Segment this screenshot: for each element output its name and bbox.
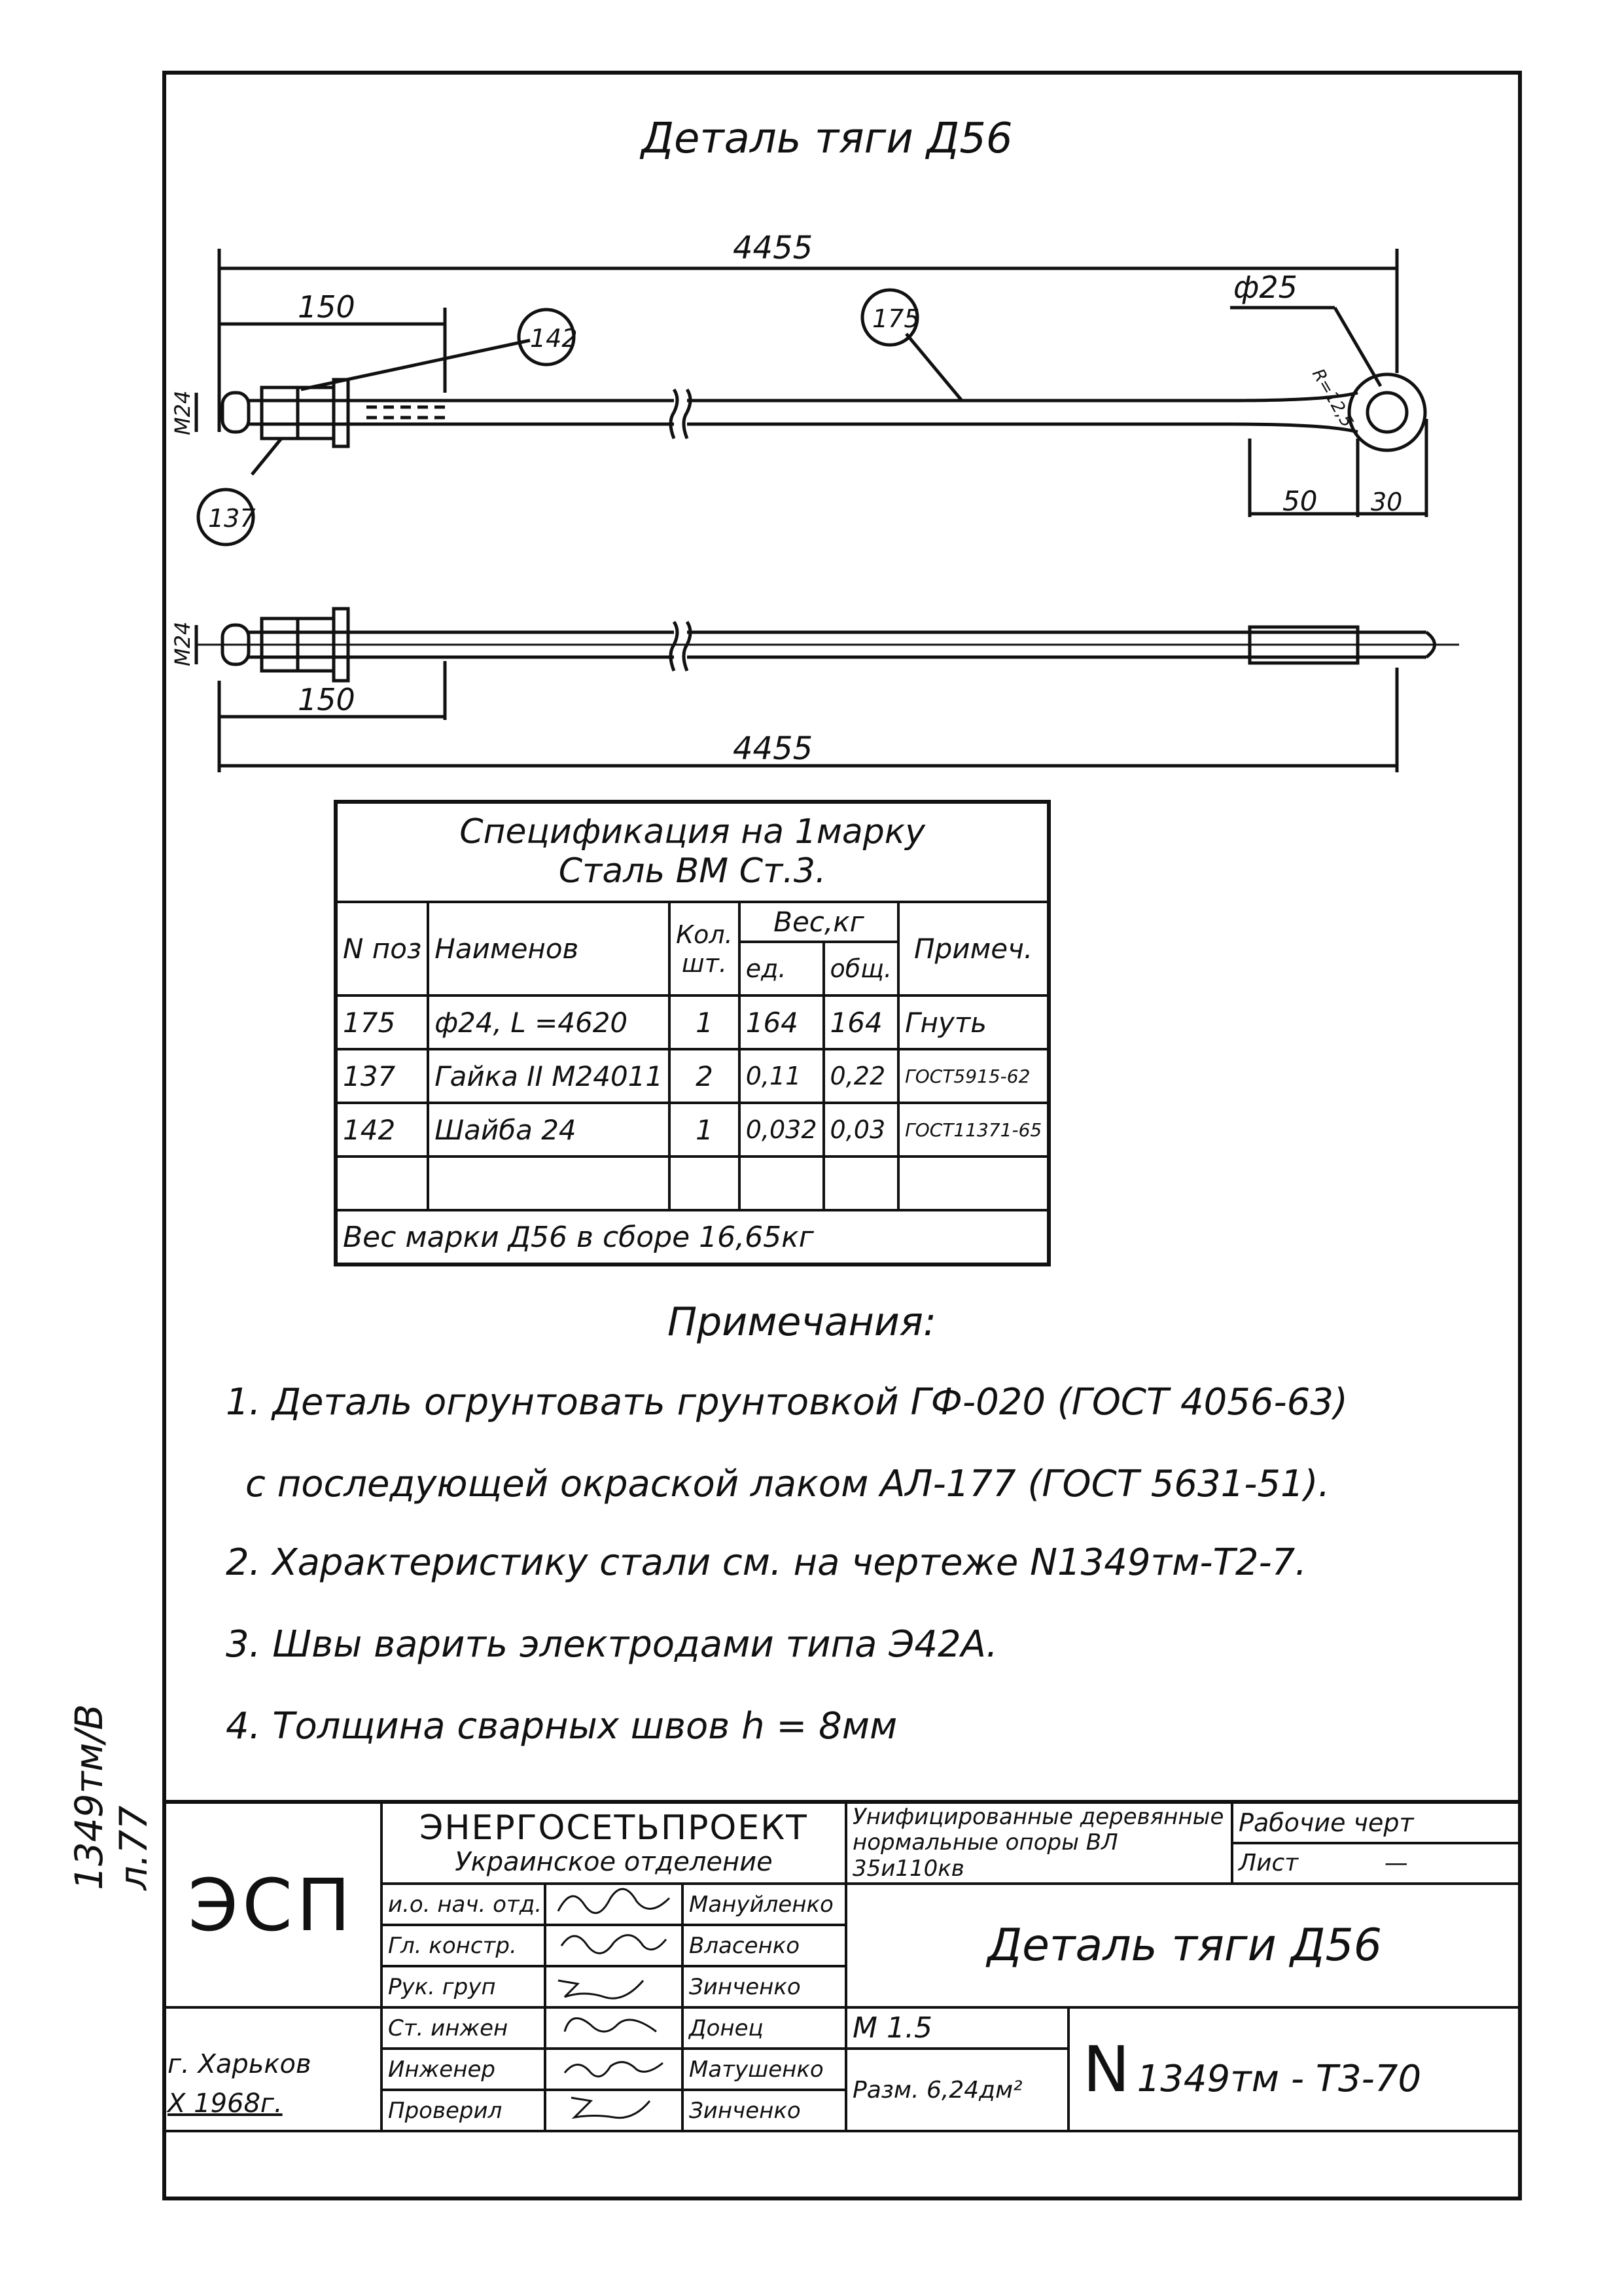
doc-number: 1349тм - Т3-70 — [1137, 2057, 1422, 2100]
sheet-value: — — [1384, 1850, 1408, 1876]
signature — [545, 2090, 682, 2131]
header-weight-total: общ. — [824, 942, 899, 996]
table-row: 175 ф24, L =4620 1 164 164 Гнуть — [336, 996, 1049, 1049]
dim-eye: 30 — [1371, 488, 1403, 516]
notes-heading: Примечания: — [667, 1299, 937, 1345]
dim-bend: 50 — [1282, 485, 1318, 517]
callout-175: 175 — [872, 304, 920, 333]
note-4: 4. Толщина сварных швов h = 8мм — [226, 1705, 898, 1748]
city: г. Харьков — [168, 2049, 311, 2079]
rod-drawing — [0, 0, 1624, 818]
table-row: 142 Шайба 24 1 0,032 0,03 ГОСТ11371-65 — [336, 1103, 1049, 1157]
signature — [545, 1966, 682, 2007]
signature — [545, 1884, 682, 1925]
note-2: 2. Характеристику стали см. на чертеже N1349тм-Т2-7. — [226, 1541, 1307, 1584]
spec-title-line2: Сталь ВМ Ст.3. — [558, 852, 826, 891]
dim-overall-top: 4455 — [733, 230, 813, 266]
header-name: Наименов — [428, 902, 669, 996]
person-name: Власенко — [682, 1925, 846, 1966]
side-archive-label: 1349тм/В л.77 — [67, 1704, 156, 1890]
signature — [545, 2007, 682, 2049]
person-name: Зинченко — [682, 2090, 846, 2131]
spec-footer: Вес марки Д56 в сборе 16,65кг — [336, 1210, 1049, 1265]
specification-table — [334, 800, 1051, 1266]
role-label: Гл. констр. — [381, 1925, 545, 1966]
note-1-cont: с последующей окраской лаком АЛ-177 (ГОСТ 5631-51). — [245, 1463, 1330, 1505]
spec-title-line1: Спецификация на 1марку — [459, 812, 925, 852]
header-qty: Кол. шт. — [669, 902, 739, 996]
drawing-title-stamp: Деталь тяги Д56 — [846, 1884, 1522, 2007]
person-name: Зинченко — [682, 1966, 846, 2007]
dim-overall-side: 4455 — [733, 730, 813, 767]
project-name: Унифицированные деревянные нормальные опоры ВЛ 35и110кв — [846, 1802, 1232, 1884]
header-weight: Вес,кг — [739, 902, 898, 942]
dim-rod-diameter: ф25 — [1233, 270, 1297, 305]
dim-thread-diameter-top: М24 — [170, 390, 195, 435]
note-1: 1. Деталь огрунтовать грунтовкой ГФ-020 (ГОСТ 4056-63) — [226, 1381, 1348, 1424]
sheet-label: Лист — [1239, 1850, 1299, 1876]
role-label: Рук. груп — [381, 1966, 545, 2007]
dim-thread-top: 150 — [298, 289, 355, 325]
title-block — [162, 1800, 1522, 2132]
person-name: Мануйленко — [682, 1884, 846, 1925]
sheet-size: Разм. 6,24дм² — [846, 2049, 1068, 2131]
role-label: Ст. инжен — [381, 2007, 545, 2049]
callout-142: 142 — [530, 324, 578, 353]
logo: ЭСП — [162, 1802, 381, 2007]
dim-thread-side: 150 — [298, 682, 355, 717]
drawing-title: Деталь тяги Д56 — [641, 115, 1013, 163]
scale: М 1.5 — [846, 2007, 1068, 2049]
note-3: 3. Швы варить электродами типа Э42А. — [226, 1623, 998, 1666]
date: Х 1968г. — [168, 2089, 283, 2119]
dim-thread-diameter-side: М24 — [170, 621, 195, 666]
signature — [545, 2049, 682, 2090]
header-weight-unit: ед. — [739, 942, 824, 996]
role-label: и.о. нач. отд. — [381, 1884, 545, 1925]
table-row — [336, 1157, 1049, 1210]
stage: Рабочие черт — [1233, 1804, 1522, 1844]
header-pos: N поз — [336, 902, 428, 996]
org-subdivision: Украинское отделение — [455, 1846, 773, 1877]
table-row: 137 Гайка II М24011 2 0,11 0,22 ГОСТ5915-62 — [336, 1049, 1049, 1103]
signature — [545, 1925, 682, 1966]
dim-radius: R=12,5 — [1307, 365, 1357, 431]
org-name: ЭНЕРГОСЕТЬПРОЕКТ — [419, 1808, 808, 1848]
callout-137: 137 — [208, 504, 256, 533]
header-note: Примеч. — [898, 902, 1049, 996]
person-name: Матушенко — [682, 2049, 846, 2090]
role-label: Инженер — [381, 2049, 545, 2090]
role-label: Проверил — [381, 2090, 545, 2131]
person-name: Донец — [682, 2007, 846, 2049]
doc-prefix: N — [1083, 2032, 1130, 2106]
